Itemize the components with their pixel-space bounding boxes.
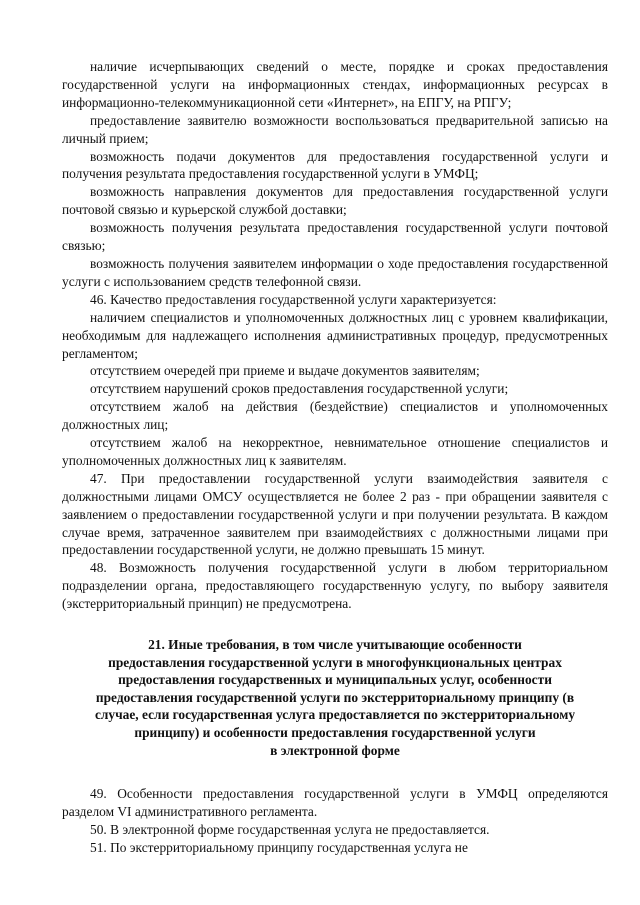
heading-line: случае, если государственная услуга предоставляется по экстерриториальному (94, 707, 576, 723)
paragraph-appointment-booking: предоставление заявителю возможности воспользоваться предварительной записью на личный прием; (62, 112, 608, 146)
paragraph-information-availability: наличие исчерпывающих сведений о месте, порядке и сроках предоставления государственной услуги на информационных стендах, информационных ресурсах в информационно-телекоммуникационной сети «Интернет», на ЕПГУ, на РПГУ; (62, 59, 608, 110)
paragraph-postal-submission: возможность направления документов для предоставления государственной услуги почтовой связью и курьерской службой доставки; (62, 184, 608, 218)
section-21-heading (62, 636, 608, 759)
heading-spacer (62, 759, 608, 785)
heading-line: 21. Иные требования, в том числе учитывающие особенности (148, 637, 522, 653)
heading-line: предоставления государственной услуги по экстерриториальному принципу (в (95, 689, 575, 705)
paragraph-no-action-complaints: отсутствием жалоб на действия (бездействие) специалистов и уполномоченных должностных лиц; (62, 399, 608, 433)
paragraph-phone-status: возможность получения заявителем информации о ходе предоставления государственной услуги с использованием средств телефонной связи. (62, 255, 608, 289)
paragraph-47: 47. При предоставлении государственной услуги взаимодействия заявителя с должностными лицами ОМСУ осуществляется не более 2 раз - при обращении заявителя с заявлением о предоставлении государственной услуги и при получении результата. В каждом случае время, затраченное заявителем при взаимодействиях с должностными лицами при предоставлении государственной услуги, не должно превышать 15 минут. (62, 470, 608, 558)
heading-line: предоставления государственной услуги в многофункциональных центрах (108, 654, 562, 670)
paragraph-qualified-staff: наличием специалистов и уполномоченных должностных лиц с уровнем квалификации, необходимым для надлежащего исполнения административных процедур, предусмотренных регламентом; (62, 309, 608, 361)
heading-line: предоставления государственных и муниципальных услуг, особенности (118, 672, 552, 688)
paragraph-50: 50. В электронной форме государственная услуга не предоставляется. (90, 822, 490, 838)
paragraph-no-conduct-complaints: отсутствием жалоб на некорректное, невнимательное отношение специалистов и уполномоченных должностных лиц к заявителям. (62, 435, 608, 468)
paragraph-mfc-submission: возможность подачи документов для предоставления государственной услуги и получения результата предоставления государственной услуги в УМФЦ; (62, 148, 608, 182)
paragraph-48: 48. Возможность получения государственной услуги в любом территориальном подразделении органа, предоставляющего государственную услугу, по выбору заявителя (экстерриториальный принцип) не предусмотрена. (62, 560, 608, 612)
section-spacer (62, 613, 608, 636)
document-page (62, 58, 608, 857)
paragraph-46: 46. Качество предоставления государственной услуги характеризуется: (90, 291, 497, 307)
heading-line: в электронной форме (270, 742, 400, 758)
paragraph-no-deadline-violations: отсутствием нарушений сроков предоставления государственной услуги; (90, 381, 509, 397)
paragraph-no-queues: отсутствием очередей при приеме и выдаче документов заявителям; (90, 363, 480, 379)
paragraph-49: 49. Особенности предоставления государственной услуги в УМФЦ определяются разделом VI административного регламента. (62, 786, 608, 820)
paragraph-postal-result: возможность получения результата предоставления государственной услуги почтовой связью; (62, 220, 608, 254)
heading-line: принципу) и особенности предоставления государственной услуги (134, 725, 536, 741)
paragraph-51: 51. По экстерриториальному принципу государственная услуга не (90, 839, 468, 855)
